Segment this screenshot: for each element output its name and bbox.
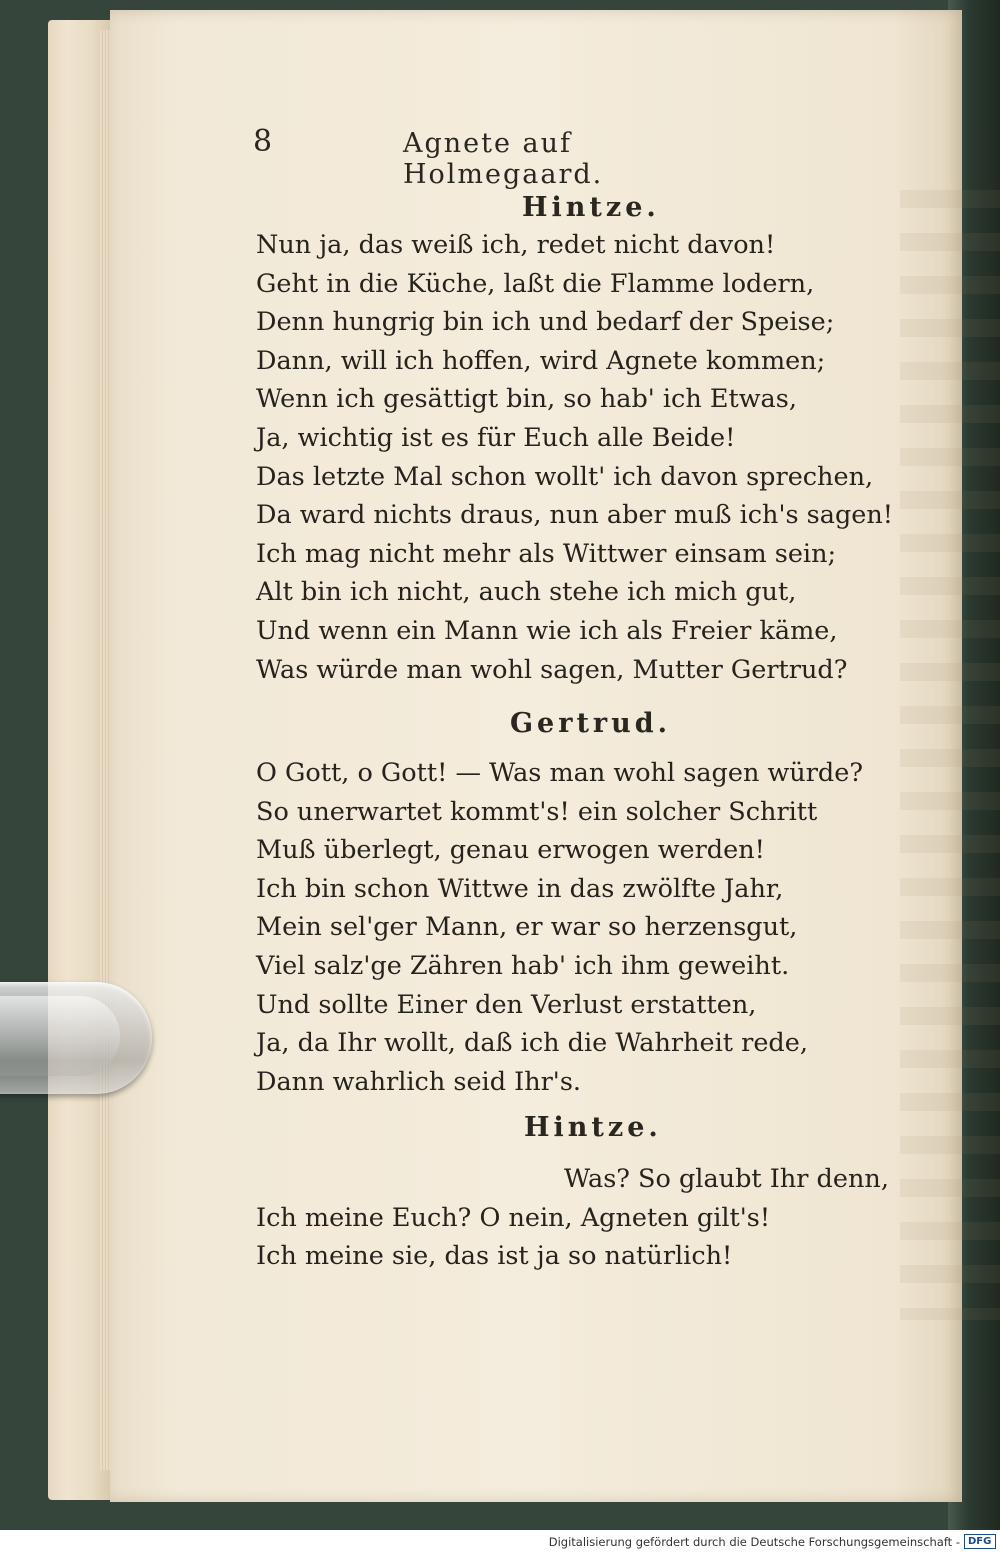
verse-line: Wenn ich gesättigt bin, so hab' ich Etwas, — [256, 384, 797, 415]
glass-page-weight-highlight — [0, 996, 120, 1076]
verse-line: Viel salz'ge Zähren hab' ich ihm geweiht. — [256, 950, 790, 981]
speaker-name: Hintze. — [522, 192, 660, 223]
dfg-logo-icon — [964, 1534, 996, 1549]
verse-line: Was würde man wohl sagen, Mutter Gertrud? — [256, 654, 848, 685]
speaker-name: Hintze. — [524, 1112, 662, 1143]
verse-line: Geht in die Küche, laßt die Flamme lodern, — [256, 268, 815, 299]
verse-line: Ich meine sie, das ist ja so natürlich! — [256, 1241, 733, 1272]
verse-line: Dann wahrlich seid Ihr's. — [256, 1066, 582, 1097]
verse-line: So unerwartet kommt's! ein solcher Schritt — [256, 796, 818, 827]
glass-page-weight — [0, 982, 152, 1094]
verse-line: O Gott, o Gott! — Was man wohl sagen würde? — [256, 758, 863, 788]
show-through-text — [900, 190, 1000, 1320]
verse-line: Dann, will ich hoffen, wird Agnete kommen; — [256, 345, 826, 376]
verse-line: Da ward nichts draus, nun aber muß ich's sagen! — [256, 500, 894, 531]
verse-block — [256, 754, 863, 1101]
page-number: 8 — [253, 124, 273, 159]
verse-line: Ich mag nicht mehr als Wittwer einsam sein; — [256, 538, 837, 569]
page-header — [253, 124, 753, 190]
verse-line: Nun ja, das weiß ich, redet nicht davon! — [256, 230, 776, 260]
verse-line: Und sollte Einer den Verlust erstatten, — [256, 989, 757, 1020]
verse-block — [256, 1160, 889, 1276]
verse-block — [256, 226, 893, 689]
footer-bar — [0, 1530, 1000, 1554]
speaker-name: Gertrud. — [510, 708, 672, 739]
verse-line: Das letzte Mal schon wollt' ich davon sprechen, — [256, 461, 874, 492]
verse-line: Was? So glaubt Ihr denn, — [564, 1164, 889, 1194]
verse-line: Denn hungrig bin ich und bedarf der Speise; — [256, 307, 835, 338]
verse-line: Ja, da Ihr wollt, daß ich die Wahrheit rede, — [256, 1028, 808, 1059]
verse-line: Alt bin ich nicht, auch stehe ich mich gut, — [256, 577, 797, 608]
verse-line: Und wenn ein Mann wie ich als Freier käme, — [256, 615, 838, 646]
verse-line: Mein sel'ger Mann, er war so herzensgut, — [256, 912, 798, 943]
verse-line: Ich meine Euch? O nein, Agneten gilt's! — [256, 1202, 771, 1233]
running-title: Agnete auf Holmegaard. — [403, 128, 604, 190]
verse-line: Muß überlegt, genau erwogen werden! — [256, 835, 765, 866]
funding-credit: Digitalisierung gefördert durch die Deutsche Forschungsgemeinschaft - — [548, 1535, 960, 1549]
dfg-logo-text: DFG — [968, 1536, 992, 1547]
verse-line: Ja, wichtig ist es für Euch alle Beide! — [256, 422, 736, 453]
verse-line: Ich bin schon Wittwe in das zwölfte Jahr, — [256, 873, 784, 904]
